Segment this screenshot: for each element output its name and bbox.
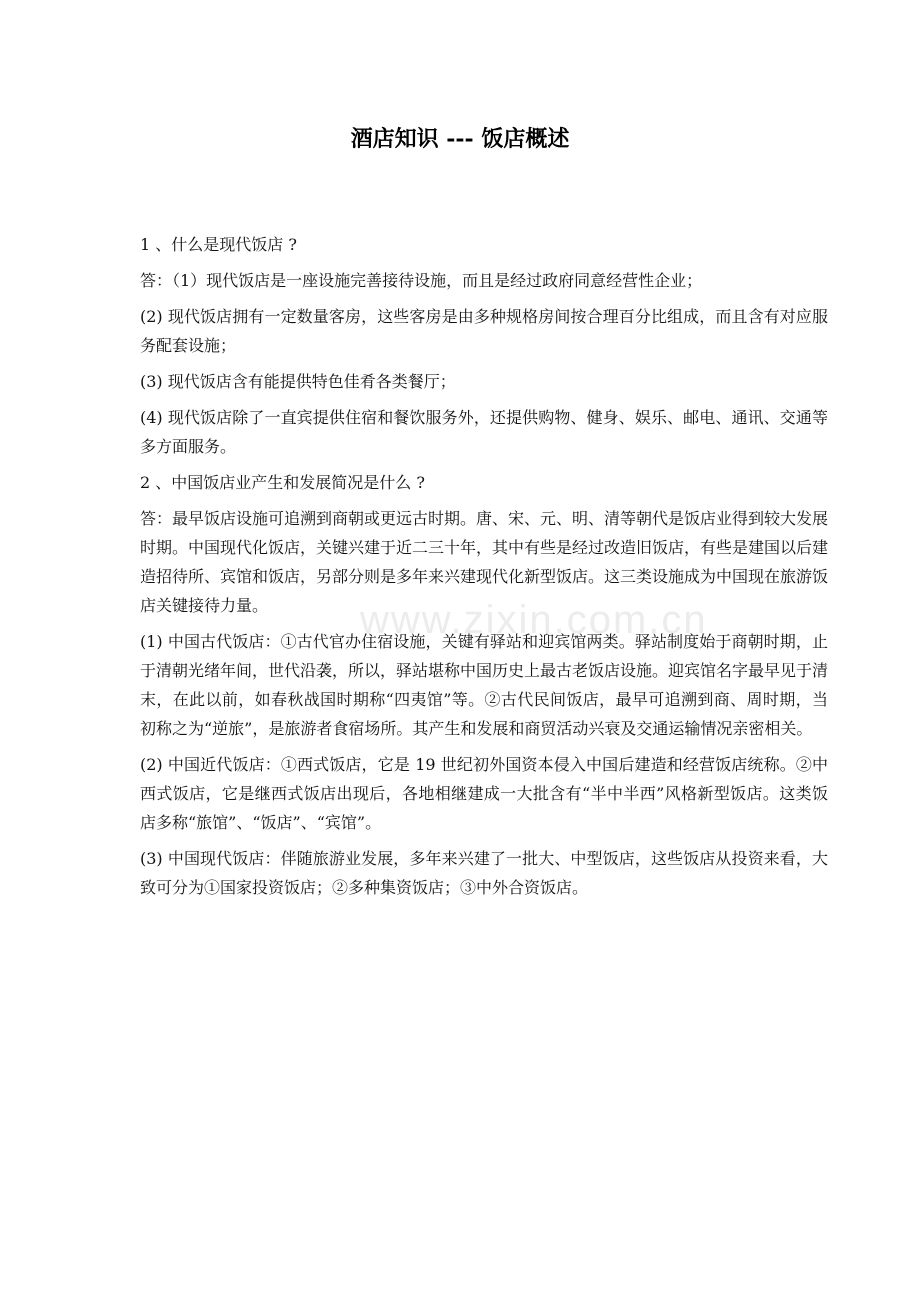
question-2: 2 、中国饭店业产生和发展简况是什么 ? — [140, 473, 425, 492]
answer-1-item-2: (2) 现代饭店拥有一定数量客房，这些客房是由多种规格房间按合理百分比组成，而且含有对应服务配套设施； — [140, 307, 828, 355]
watermark: www.zixin.com.cn — [360, 598, 708, 642]
question-1: 1 、什么是现代饭店 ? — [140, 235, 297, 254]
answer-1-item-1: 答：（1）现代饭店是一座设施完善接待设施，而且是经过政府同意经营性企业； — [140, 271, 703, 290]
answer-2-ancient-hotels: (1) 中国古代饭店：①古代官办住宿设施，关键有驿站和迎宾馆两类。驿站制度始于商朝时期，止于清朝光绪年间，世代沿袭，所以，驿站堪称中国历史上最古老饭店设施。迎宾馆名字最早见于清末，在此以前，如春秋战国时期称“四夷馆”等。②古代民间饭店，最早可追溯到商、周时期，当初称之为“逆旅”，是旅游者食宿场所。其产生和发展和商贸活动兴衰及交通运输情况亲密相关。 — [140, 632, 829, 738]
answer-2-contemporary-hotels: (3) 中国现代饭店：伴随旅游业发展，多年来兴建了一批大、中型饭店，这些饭店从投资来看，大致可分为①国家投资饭店；②多种集资饭店；③中外合资饭店。 — [140, 849, 828, 897]
answer-2-intro: 答：最早饭店设施可追溯到商朝或更远古时期。唐、宋、元、明、清等朝代是饭店业得到较大发展时期。中国现代化饭店，关键兴建于近二三十年，其中有些是经过改造旧饭店，有些是建国以后建造招待所、宾馆和饭店，另部分则是多年来兴建现代化新型饭店。这三类设施成为中国现在旅游饭店关键接待力量。 — [140, 509, 829, 615]
document-body — [140, 230, 828, 909]
answer-1-item-3: (3) 现代饭店含有能提供特色佳肴各类餐厅； — [140, 372, 456, 391]
answer-2-modern-era-hotels: (2) 中国近代饭店：①西式饭店，它是 19 世纪初外国资本侵入中国后建造和经营饭店统称。②中西式饭店，它是继西式饭店出现后，各地相继建成一大批含有“半中半西”风格新型饭店。这类饭店多称“旅馆”、“饭店”、“宾馆”。 — [140, 755, 828, 832]
answer-1-item-4: (4) 现代饭店除了一直宾提供住宿和餐饮服务外，还提供购物、健身、娱乐、邮电、通讯、交通等多方面服务。 — [140, 408, 828, 456]
page-title: 酒店知识 --- 饭店概述 — [350, 126, 570, 152]
